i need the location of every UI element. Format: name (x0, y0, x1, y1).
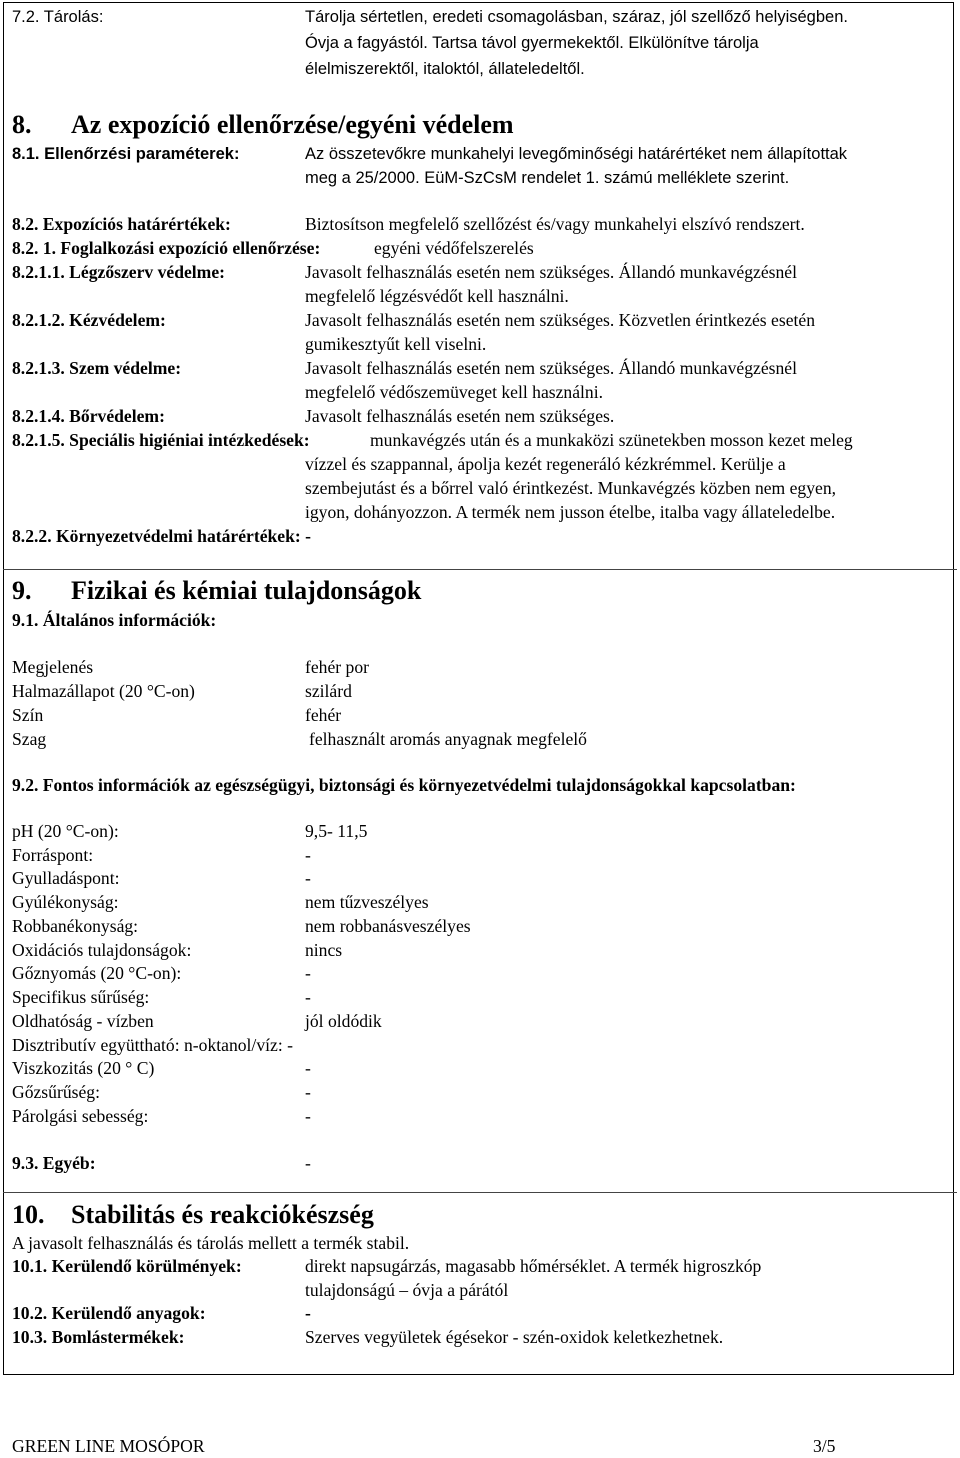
s10-1-line-1: direkt napsugárzás, magasabb hőmérséklet. A termék higroszkóp (305, 1256, 762, 1276)
s8-2-1-text: egyéni védőfelszerelés (374, 238, 534, 258)
s7-2-label: 7.2. Tárolás: (12, 8, 104, 26)
section-separator (3, 569, 957, 570)
s10-title: Stabilitás és reakciókészség (71, 1200, 374, 1229)
s8-2-1-2-line-2: gumikesztyűt kell viselni. (305, 334, 487, 354)
property-value: jól oldódik (305, 1011, 382, 1031)
s8-2-1-4-label: 8.2.1.4. Bőrvédelem: (12, 406, 165, 426)
s9-3-value: - (305, 1153, 311, 1173)
s7-2-line-2: Óvja a fagyástól. Tartsa távol gyermekektől. Elkülönítve tárolja (305, 34, 759, 52)
property-value: - (305, 1058, 311, 1078)
s10-2-value: - (305, 1303, 311, 1323)
property-key: Robbanékonyság: (12, 916, 139, 936)
property-key: pH (20 °C-on): (12, 821, 119, 841)
s8-2-1-1-line-2: megfelelő légzésvédőt kell használni. (305, 286, 569, 306)
s8-number: 8. (12, 110, 32, 139)
s8-2-1-2-label: 8.2.1.2. Kézvédelem: (12, 310, 166, 330)
property-key: Viszkozitás (20 ° C) (12, 1058, 155, 1078)
general-key: Szín (12, 705, 44, 725)
s9-title: Fizikai és kémiai tulajdonságok (71, 576, 422, 605)
s8-1-line-1: Az összetevőkre munkahelyi levegőminőségi határértéket nem állapítottak (305, 145, 848, 163)
property-key: Disztributív együttható: n-oktanol/víz: - (12, 1035, 293, 1055)
property-value: - (305, 987, 311, 1007)
s10-3-label: 10.3. Bomlástermékek: (12, 1327, 185, 1347)
s8-2-1-5-line-1: vízzel és szappannal, ápolja kezét regeneráló kézkrémmel. Kerülje a (305, 454, 786, 474)
property-value: - (305, 963, 311, 983)
property-value: - (305, 845, 311, 865)
footer-page-number: 3/5 (813, 1436, 836, 1456)
general-key: Halmazállapot (20 °C-on) (12, 681, 195, 701)
s10-3-value: Szerves vegyületek égésekor - szén-oxidok keletkezhetnek. (305, 1327, 724, 1347)
s9-3-label: 9.3. Egyéb: (12, 1153, 96, 1173)
general-value: szilárd (305, 681, 352, 701)
s9-number: 9. (12, 576, 32, 605)
s8-title: Az expozíció ellenőrzése/egyéni védelem (71, 110, 514, 139)
property-value: nem robbanásveszélyes (305, 916, 471, 936)
s10-1-line-2: tulajdonságú – óvja a párától (305, 1280, 509, 1300)
footer-product-name: GREEN LINE MOSÓPOR (12, 1436, 205, 1456)
s8-2-1-1-label: 8.2.1.1. Légzőszerv védelme: (12, 262, 226, 282)
s8-2-1-3-line-2: megfelelő védőszemüveget kell használni. (305, 382, 604, 402)
property-key: Specifikus sűrűség: (12, 987, 150, 1007)
property-key: Gőznyomás (20 °C-on): (12, 963, 182, 983)
s10-intro: A javasolt felhasználás és tárolás mellett a termék stabil. (12, 1233, 410, 1253)
property-key: Gyúlékonyság: (12, 892, 119, 912)
section-separator (3, 1192, 957, 1193)
general-value: felhasznált aromás anyagnak megfelelő (309, 729, 587, 749)
s8-2-1-3-line-1: Javasolt felhasználás esetén nem szükséges. Állandó munkavégzésnél (305, 358, 797, 378)
s7-2-line-3: élelmiszerektől, italoktól, állateledeltől. (305, 60, 585, 78)
s8-2-text: Biztosítson megfelelő szellőzést és/vagy munkahelyi elszívó rendszert. (305, 214, 805, 234)
s7-2-line-1: Tárolja sértetlen, eredeti csomagolásban, száraz, jól szellőző helyiségben. (305, 8, 848, 26)
s8-2-1-1-line-1: Javasolt felhasználás esetén nem szükséges. Állandó munkavégzésnél (305, 262, 797, 282)
property-key: Párolgási sebesség: (12, 1106, 149, 1126)
s8-1-line-2: meg a 25/2000. EüM-SzCsM rendelet 1. számú melléklete szerint. (305, 169, 790, 187)
s10-1-label: 10.1. Kerülendő körülmények: (12, 1256, 242, 1276)
property-value: nem tűzveszélyes (305, 892, 429, 912)
property-value: - (305, 868, 311, 888)
property-key: Gyulladáspont: (12, 868, 120, 888)
property-key: Oxidációs tulajdonságok: (12, 940, 192, 960)
s8-2-1-5-label: 8.2.1.5. Speciális higiéniai intézkedések: (12, 430, 310, 450)
property-key: Oldhatóság - vízben (12, 1011, 154, 1031)
s10-2-label: 10.2. Kerülendő anyagok: (12, 1303, 206, 1323)
general-value: fehér por (305, 657, 369, 677)
property-value: - (305, 1082, 311, 1102)
property-key: Gőzsűrűség: (12, 1082, 100, 1102)
s9-1-label: 9.1. Általános információk: (12, 610, 217, 630)
s8-2-2-label: 8.2.2. Környezetvédelmi határértékek: - (12, 526, 311, 546)
s8-2-1-label: 8.2. 1. Foglalkozási expozíció ellenőrzése: (12, 238, 321, 258)
s8-1-label: 8.1. Ellenőrzési paraméterek: (12, 145, 240, 163)
property-value: - (305, 1106, 311, 1126)
s8-2-1-3-label: 8.2.1.3. Szem védelme: (12, 358, 182, 378)
s8-2-1-5-line-2: szembejutást és a bőrrel való érintkezést. Munkavégzés közben nem egyen, (305, 478, 837, 498)
s8-2-1-4-text: Javasolt felhasználás esetén nem szükséges. (305, 406, 615, 426)
s10-number: 10. (12, 1200, 45, 1229)
property-key: Forráspont: (12, 845, 94, 865)
property-value: nincs (305, 940, 343, 960)
general-value: fehér (305, 705, 342, 725)
general-key: Szag (12, 729, 47, 749)
s8-2-1-2-line-1: Javasolt felhasználás esetén nem szükséges. Közvetlen érintkezés esetén (305, 310, 816, 330)
s9-2-label: 9.2. Fontos információk az egészségügyi, biztonsági és környezetvédelmi tulajdonságokkal kapcsolatban: (12, 775, 796, 795)
s8-2-label: 8.2. Expozíciós határértékek: (12, 214, 231, 234)
s8-2-1-5-first: munkavégzés után és a munkaközi szünetekben mosson kezet meleg (370, 430, 853, 450)
general-key: Megjelenés (12, 657, 94, 677)
s8-2-1-5-line-3: igyon, dohányozzon. A termék nem jusson ételbe, italba vagy állateledelbe. (305, 502, 836, 522)
property-value: 9,5- 11,5 (305, 821, 368, 841)
